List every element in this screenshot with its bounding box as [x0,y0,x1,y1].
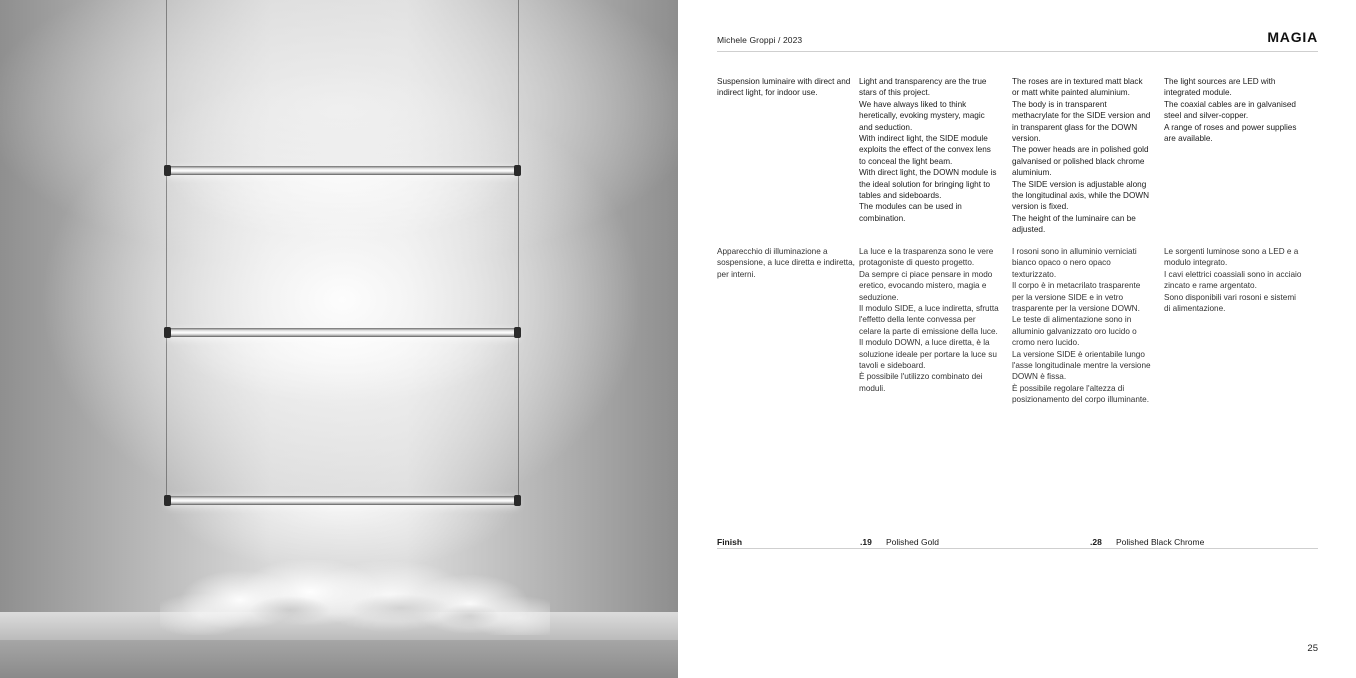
light-glow-top [165,172,520,242]
it-paragraph: La luce e la trasparenza sono le vere protagoniste di questo progetto. [859,247,994,268]
it-paragraph: Il corpo è in metacrilato trasparente per la versione SIDE e in vetro trasparente per la versione DOWN. [1012,281,1141,314]
it-paragraph: Le sorgenti luminose sono a LED e a modulo integrato. [1164,247,1299,268]
tube-cap-left [164,165,171,176]
en-col-4 [1164,76,1304,144]
it-paragraph: È possibile regolare l'altezza di posizionamento del corpo illuminante. [1012,383,1149,405]
en-paragraph: The body is in transparent methacrylate for the SIDE version and in transparent glass for the DOWN version. [1012,99,1151,144]
text-page [678,0,1356,678]
en-paragraph: With indirect light, the SIDE module exploits the effect of the convex lens to conceal the light beam. [859,134,991,166]
finish-name: Polished Gold [886,537,939,547]
tube-cap-right [514,165,521,176]
light-tube-top [166,166,519,175]
it-paragraph: La versione SIDE è orientabile lungo l'asse longitudinale mentre la versione DOWN è fissa. [1012,349,1151,382]
light-tube-middle [166,328,519,337]
plastic-sculpture-shading [190,590,520,630]
designer-year: Michele Groppi / 2023 [717,35,803,45]
it-paragraph: Il modulo DOWN, a luce diretta, è la soluzione ideale per portare la luce su tavoli e sideboard. [859,338,997,371]
en-col-3 [1012,76,1152,236]
en-paragraph: The coaxial cables are in galvanised steel and silver-copper. [1164,99,1296,121]
page-number: 25 [1307,643,1318,654]
en-paragraph: The power heads are in polished gold galvanised or polished black chrome aluminium. [1012,145,1149,178]
en-paragraph: The SIDE version is adjustable along the longitudinal axis, while the DOWN version is fixed. [1012,179,1149,212]
tube-cap-right [514,495,521,506]
en-paragraph: We have always liked to think heretically, evoking mystery, magic and seduction. [859,99,985,132]
it-paragraph: I cavi elettrici coassiali sono in acciaio zincato e rame argentato. [1164,269,1302,291]
finish-label: Finish [717,537,743,547]
light-glow-middle [165,334,520,404]
it-paragraph: Da sempre ci piace pensare in modo eretico, evocando mistero, magia e seduzione. [859,269,993,302]
cable-right [518,0,519,500]
en-paragraph: The height of the luminaire can be adjusted. [1012,213,1136,235]
it-paragraph: È possibile l'utilizzo combinato dei moduli. [859,372,983,393]
en-paragraph: A range of roses and power supplies are available. [1164,122,1297,144]
cable-left [166,0,167,500]
en-col-2 [859,76,999,224]
en-col-1 [717,76,857,99]
product-title: MAGIA [1267,29,1318,45]
en-paragraph: Light and transparency are the true stars of this project. [859,77,987,98]
finish-code: .19 [860,537,872,547]
it-paragraph: Sono disponibili vari rosoni e sistemi di alimentazione. [1164,292,1296,314]
it-paragraph: Il modulo SIDE, a luce indiretta, sfrutta l'effetto della lente convessa per celare la parte di emissione della luce. [859,304,999,336]
en-paragraph: The modules can be used in combination. [859,202,962,223]
it-col-2 [859,246,999,394]
tube-cap-right [514,327,521,338]
en-paragraph: Suspension luminaire with direct and indirect light, for indoor use. [717,77,851,98]
it-paragraph: Apparecchio di illuminazione a sospensione, a luce diretta e indiretta, per interni. [717,247,855,279]
it-paragraph: Le teste di alimentazione sono in alluminio galvanizzato oro lucido o cromo nero lucido. [1012,315,1137,348]
en-paragraph: With direct light, the DOWN module is the ideal solution for bringing light to tables and sideboards. [859,168,997,201]
it-col-3 [1012,246,1152,406]
en-paragraph: The roses are in textured matt black or matt white painted aluminium. [1012,77,1143,98]
en-paragraph: The light sources are LED with integrated module. [1164,77,1276,98]
it-col-1 [717,246,857,280]
light-tube-bottom [166,496,519,505]
it-paragraph: I rosoni sono in alluminio verniciati bianco opaco o nero opaco texturizzato. [1012,247,1137,279]
finish-code: .28 [1090,537,1102,547]
finish-row [717,536,1318,549]
tube-cap-left [164,327,171,338]
finish-name: Polished Black Chrome [1116,537,1205,547]
tube-cap-left [164,495,171,506]
it-col-4 [1164,246,1304,314]
header-divider [717,51,1318,52]
floor-edge [0,640,678,678]
